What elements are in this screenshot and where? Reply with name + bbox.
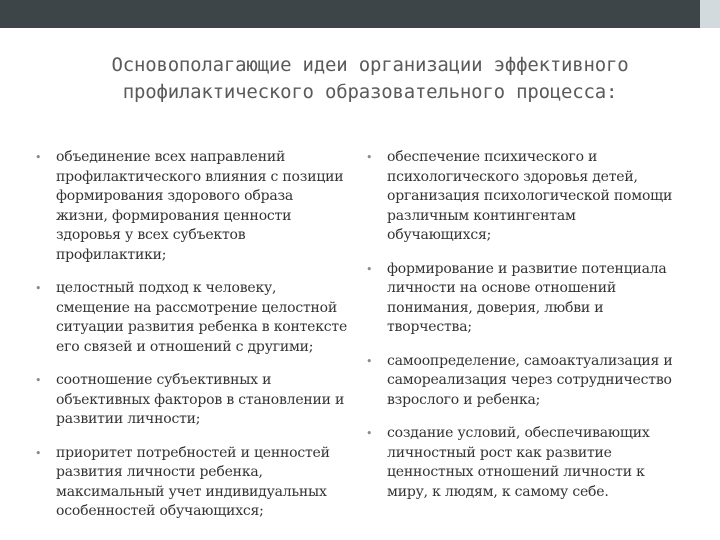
list-item-text — [56, 148, 362, 265]
text-line: профилактики; — [56, 246, 167, 263]
right-bullet-column — [366, 148, 697, 516]
text-line: обеспечение психического и — [387, 149, 598, 165]
text-line: понимания, доверия, любви и — [387, 299, 604, 316]
list-item — [366, 260, 697, 338]
top-decorative-bar — [0, 0, 720, 28]
text-line: ситуации развития ребенка в контексте — [56, 319, 348, 335]
list-item — [35, 444, 362, 522]
text-line: различным контингентам — [387, 207, 576, 224]
text-line: смещение на рассмотрение целостной — [56, 299, 338, 316]
list-item — [366, 148, 697, 246]
bullet-icon: • — [366, 151, 373, 164]
text-line: самореализация через сотрудничество — [387, 372, 672, 388]
slide-title — [40, 52, 700, 106]
text-line: особенностей обучающихся; — [56, 503, 264, 519]
slide-title-line: Основополагающие идеи организации эффективного — [111, 54, 629, 76]
bullet-icon: • — [35, 374, 42, 387]
text-line: объективных факторов в становлении и — [56, 391, 345, 408]
text-line: психологического здоровья детей, — [387, 168, 638, 185]
text-line: ценностных отношений личности к — [387, 464, 645, 480]
text-line: приоритет потребностей и ценностей — [56, 444, 330, 461]
text-line: развития личности ребенка, — [56, 464, 263, 480]
bullet-icon: • — [35, 446, 42, 460]
list-item-text — [387, 260, 697, 338]
list-item-text — [387, 352, 697, 411]
text-line: творчества; — [387, 319, 472, 335]
text-line: обучающихся; — [387, 227, 492, 243]
text-line: формирование и развитие потенциала — [387, 260, 667, 277]
list-item-text — [56, 444, 362, 522]
text-line: соотношение субъективных и — [56, 372, 272, 388]
bullet-icon: • — [366, 427, 373, 440]
bullet-icon: • — [366, 262, 373, 276]
text-line: развитии личности; — [56, 411, 201, 427]
text-line: самоопределение, самоактуализация и — [387, 352, 673, 369]
bullet-icon: • — [35, 151, 42, 164]
text-line: личностный рост как развитие — [387, 444, 612, 461]
list-item-text — [387, 148, 697, 246]
list-item — [366, 352, 697, 411]
slide-title-line: профилактического образовательного процесса: — [122, 81, 618, 103]
text-line: максимальный учет индивидуальных — [56, 483, 327, 500]
text-line: целостный подход к человеку, — [56, 280, 277, 296]
text-line: здоровья у всех субъектов — [56, 227, 246, 243]
list-item — [35, 148, 362, 265]
text-line: профилактического влияния с позиции — [56, 168, 344, 185]
text-line: жизни, формирования ценности — [56, 207, 292, 224]
list-item-text — [56, 371, 362, 430]
list-item-text — [56, 279, 362, 357]
bullet-icon: • — [35, 282, 42, 295]
text-line: формирования здорового образа — [56, 188, 294, 204]
text-line: объединение всех направлений — [56, 149, 286, 165]
topbar-light-band — [700, 0, 720, 28]
left-bullet-column — [35, 148, 362, 536]
text-line: организация психологической помощи — [387, 188, 673, 204]
topbar-dark-band — [0, 0, 700, 28]
list-item — [366, 424, 697, 502]
text-line: создание условий, обеспечивающих — [387, 425, 650, 441]
bullet-icon: • — [366, 354, 373, 368]
text-line: личности на основе отношений — [387, 280, 617, 296]
list-item — [35, 279, 362, 357]
text-line: взрослого и ребенка; — [387, 391, 541, 408]
list-item-text — [387, 424, 697, 502]
text-line: миру, к людям, к самому себе. — [387, 483, 609, 500]
text-line: его связей и отношений с другими; — [56, 338, 314, 355]
list-item — [35, 371, 362, 430]
